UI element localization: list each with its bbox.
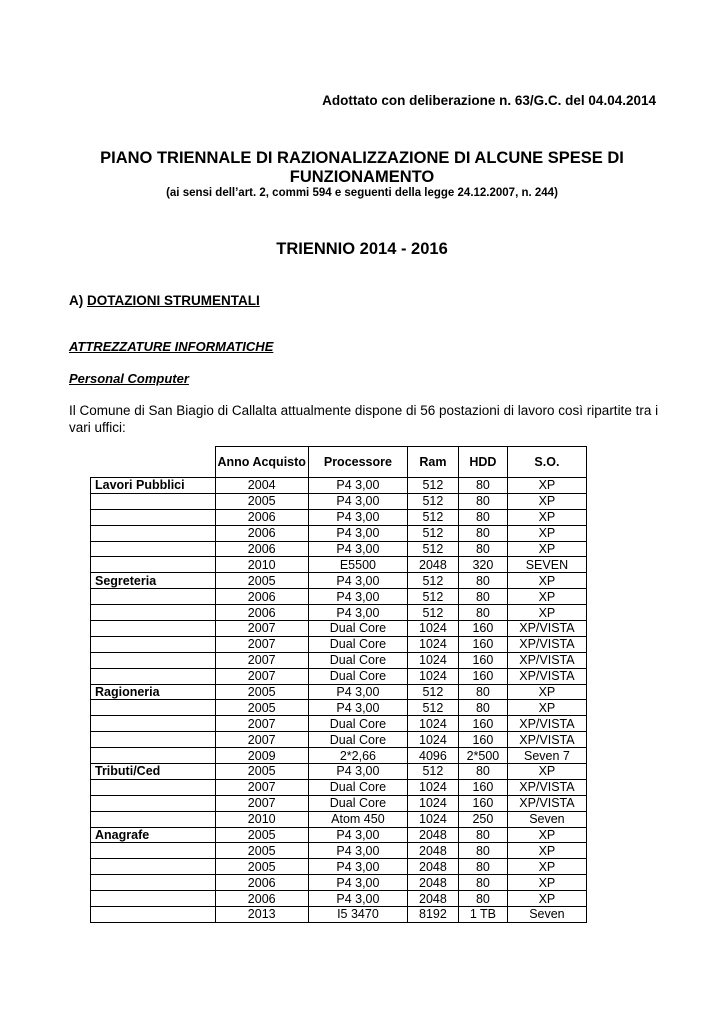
cell-office: Tributi/Ced <box>91 764 216 780</box>
cell-office <box>91 557 216 573</box>
workstation-table <box>90 446 587 923</box>
table-row <box>91 636 587 652</box>
cell-office <box>91 875 216 891</box>
cell-ram: 512 <box>407 700 458 716</box>
header-processor: Processore <box>308 447 407 478</box>
cell-ram: 8192 <box>407 907 458 923</box>
cell-hdd: 80 <box>458 493 507 509</box>
cell-year: 2013 <box>215 907 308 923</box>
cell-hdd: 250 <box>458 811 507 827</box>
cell-ram: 1024 <box>407 621 458 637</box>
table-body <box>91 478 587 923</box>
cell-processor: P4 3,00 <box>308 843 407 859</box>
cell-ram: 512 <box>407 589 458 605</box>
cell-os: XP <box>507 859 586 875</box>
table-row <box>91 748 587 764</box>
cell-os: XP <box>507 573 586 589</box>
cell-hdd: 80 <box>458 573 507 589</box>
cell-year: 2007 <box>215 636 308 652</box>
cell-year: 2006 <box>215 605 308 621</box>
cell-year: 2007 <box>215 621 308 637</box>
cell-os: Seven <box>507 811 586 827</box>
cell-year: 2007 <box>215 795 308 811</box>
cell-year: 2005 <box>215 827 308 843</box>
document-subtitle: (ai sensi dell’art. 2, commi 594 e seguenti della legge 24.12.2007, n. 244) <box>166 187 558 199</box>
cell-os: Seven 7 <box>507 748 586 764</box>
cell-office <box>91 541 216 557</box>
cell-os: XP <box>507 493 586 509</box>
cell-processor: P4 3,00 <box>308 859 407 875</box>
cell-office <box>91 605 216 621</box>
cell-office <box>91 843 216 859</box>
cell-hdd: 160 <box>458 732 507 748</box>
cell-hdd: 160 <box>458 795 507 811</box>
cell-os: XP/VISTA <box>507 795 586 811</box>
header-ram: Ram <box>407 447 458 478</box>
table-row <box>91 684 587 700</box>
cell-os: XP <box>507 605 586 621</box>
section-prefix: A) <box>69 293 84 308</box>
cell-processor: E5500 <box>308 557 407 573</box>
cell-os: XP <box>507 684 586 700</box>
cell-processor: P4 3,00 <box>308 589 407 605</box>
cell-year: 2009 <box>215 748 308 764</box>
cell-hdd: 80 <box>458 509 507 525</box>
cell-processor: P4 3,00 <box>308 827 407 843</box>
cell-os: XP <box>507 478 586 494</box>
cell-hdd: 160 <box>458 668 507 684</box>
cell-os: XP <box>507 509 586 525</box>
cell-year: 2006 <box>215 891 308 907</box>
cell-ram: 2048 <box>407 557 458 573</box>
cell-ram: 1024 <box>407 732 458 748</box>
cell-hdd: 80 <box>458 589 507 605</box>
triennium-heading: TRIENNIO 2014 - 2016 <box>276 240 448 258</box>
subsection-heading: ATTREZZATURE INFORMATICHE <box>69 339 274 354</box>
cell-os: XP <box>507 843 586 859</box>
adoption-line: Adottato con deliberazione n. 63/G.C. del 04.04.2014 <box>322 93 656 108</box>
cell-year: 2010 <box>215 811 308 827</box>
cell-office <box>91 795 216 811</box>
table-row <box>91 716 587 732</box>
cell-ram: 4096 <box>407 748 458 764</box>
intro-paragraph: Il Comune di San Biagio di Callalta attualmente dispone di 56 postazioni di lavoro così ripartite tra i vari uffici: <box>69 403 659 435</box>
cell-processor: P4 3,00 <box>308 684 407 700</box>
cell-office <box>91 589 216 605</box>
cell-office: Lavori Pubblici <box>91 478 216 494</box>
cell-year: 2005 <box>215 843 308 859</box>
cell-year: 2005 <box>215 700 308 716</box>
cell-processor: P4 3,00 <box>308 509 407 525</box>
cell-processor: P4 3,00 <box>308 875 407 891</box>
cell-year: 2005 <box>215 859 308 875</box>
cell-year: 2006 <box>215 525 308 541</box>
cell-office <box>91 668 216 684</box>
cell-office: Ragioneria <box>91 684 216 700</box>
table-row <box>91 541 587 557</box>
cell-ram: 1024 <box>407 811 458 827</box>
cell-processor: Dual Core <box>308 795 407 811</box>
cell-processor: P4 3,00 <box>308 573 407 589</box>
cell-hdd: 80 <box>458 684 507 700</box>
cell-year: 2007 <box>215 716 308 732</box>
cell-hdd: 320 <box>458 557 507 573</box>
table-row <box>91 827 587 843</box>
cell-os: XP/VISTA <box>507 652 586 668</box>
cell-office <box>91 907 216 923</box>
header-os: S.O. <box>507 447 586 478</box>
cell-hdd: 80 <box>458 859 507 875</box>
cell-year: 2006 <box>215 589 308 605</box>
cell-ram: 2048 <box>407 859 458 875</box>
table-row <box>91 557 587 573</box>
table-row <box>91 478 587 494</box>
table-row <box>91 859 587 875</box>
cell-os: XP/VISTA <box>507 668 586 684</box>
cell-os: XP <box>507 700 586 716</box>
cell-os: XP/VISTA <box>507 716 586 732</box>
cell-processor: P4 3,00 <box>308 493 407 509</box>
cell-hdd: 160 <box>458 621 507 637</box>
cell-year: 2005 <box>215 764 308 780</box>
header-office <box>91 447 216 478</box>
cell-hdd: 80 <box>458 478 507 494</box>
cell-hdd: 80 <box>458 700 507 716</box>
cell-year: 2006 <box>215 509 308 525</box>
cell-year: 2007 <box>215 779 308 795</box>
table-row <box>91 509 587 525</box>
table-row <box>91 764 587 780</box>
cell-ram: 1024 <box>407 716 458 732</box>
cell-hdd: 80 <box>458 827 507 843</box>
table-row <box>91 891 587 907</box>
cell-year: 2007 <box>215 652 308 668</box>
cell-ram: 1024 <box>407 668 458 684</box>
table-row <box>91 573 587 589</box>
table-row <box>91 732 587 748</box>
cell-hdd: 80 <box>458 875 507 891</box>
cell-office <box>91 621 216 637</box>
cell-office <box>91 811 216 827</box>
cell-hdd: 2*500 <box>458 748 507 764</box>
cell-processor: Dual Core <box>308 732 407 748</box>
cell-ram: 1024 <box>407 795 458 811</box>
cell-office <box>91 493 216 509</box>
cell-hdd: 80 <box>458 525 507 541</box>
cell-os: XP <box>507 764 586 780</box>
cell-ram: 2048 <box>407 843 458 859</box>
table-row <box>91 493 587 509</box>
cell-office <box>91 652 216 668</box>
cell-ram: 512 <box>407 764 458 780</box>
cell-ram: 512 <box>407 605 458 621</box>
table-row <box>91 668 587 684</box>
cell-office: Segreteria <box>91 573 216 589</box>
cell-ram: 1024 <box>407 779 458 795</box>
cell-year: 2006 <box>215 875 308 891</box>
cell-year: 2007 <box>215 668 308 684</box>
cell-processor: P4 3,00 <box>308 700 407 716</box>
section-heading <box>69 293 260 308</box>
cell-office <box>91 732 216 748</box>
cell-processor: P4 3,00 <box>308 605 407 621</box>
cell-hdd: 160 <box>458 779 507 795</box>
cell-processor: Dual Core <box>308 716 407 732</box>
table-row <box>91 811 587 827</box>
cell-hdd: 160 <box>458 716 507 732</box>
cell-processor: I5 3470 <box>308 907 407 923</box>
cell-ram: 512 <box>407 684 458 700</box>
cell-hdd: 1 TB <box>458 907 507 923</box>
cell-os: XP <box>507 875 586 891</box>
section-title: DOTAZIONI STRUMENTALI <box>87 293 260 308</box>
cell-processor: Dual Core <box>308 779 407 795</box>
cell-ram: 1024 <box>407 636 458 652</box>
cell-office: Anagrafe <box>91 827 216 843</box>
cell-ram: 512 <box>407 573 458 589</box>
cell-os: XP/VISTA <box>507 621 586 637</box>
cell-processor: Dual Core <box>308 636 407 652</box>
cell-ram: 512 <box>407 493 458 509</box>
cell-processor: Dual Core <box>308 621 407 637</box>
cell-processor: 2*2,66 <box>308 748 407 764</box>
table-row <box>91 605 587 621</box>
table-row <box>91 621 587 637</box>
cell-hdd: 80 <box>458 764 507 780</box>
cell-year: 2010 <box>215 557 308 573</box>
cell-os: XP/VISTA <box>507 636 586 652</box>
cell-hdd: 160 <box>458 636 507 652</box>
cell-os: XP <box>507 589 586 605</box>
cell-processor: Dual Core <box>308 652 407 668</box>
table-row <box>91 795 587 811</box>
cell-hdd: 80 <box>458 541 507 557</box>
cell-office <box>91 509 216 525</box>
cell-hdd: 80 <box>458 843 507 859</box>
cell-office <box>91 859 216 875</box>
cell-os: Seven <box>507 907 586 923</box>
table-row <box>91 907 587 923</box>
table-row <box>91 700 587 716</box>
cell-os: XP <box>507 541 586 557</box>
subsubsection-heading: Personal Computer <box>69 371 189 386</box>
cell-os: SEVEN <box>507 557 586 573</box>
cell-processor: P4 3,00 <box>308 525 407 541</box>
cell-processor: P4 3,00 <box>308 764 407 780</box>
cell-ram: 2048 <box>407 891 458 907</box>
cell-ram: 512 <box>407 525 458 541</box>
cell-office <box>91 891 216 907</box>
header-year: Anno Acquisto <box>215 447 308 478</box>
cell-office <box>91 748 216 764</box>
cell-ram: 512 <box>407 509 458 525</box>
cell-office <box>91 700 216 716</box>
cell-hdd: 160 <box>458 652 507 668</box>
cell-office <box>91 636 216 652</box>
cell-year: 2007 <box>215 732 308 748</box>
cell-os: XP/VISTA <box>507 779 586 795</box>
table-row <box>91 843 587 859</box>
cell-hdd: 80 <box>458 605 507 621</box>
table-header-row <box>91 447 587 478</box>
cell-year: 2005 <box>215 684 308 700</box>
cell-processor: P4 3,00 <box>308 478 407 494</box>
cell-year: 2004 <box>215 478 308 494</box>
document-title: PIANO TRIENNALE DI RAZIONALIZZAZIONE DI ALCUNE SPESE DI FUNZIONAMENTO <box>100 149 624 186</box>
cell-ram: 1024 <box>407 652 458 668</box>
cell-processor: Dual Core <box>308 668 407 684</box>
cell-ram: 2048 <box>407 827 458 843</box>
cell-processor: Atom 450 <box>308 811 407 827</box>
table-row <box>91 779 587 795</box>
table-row <box>91 525 587 541</box>
cell-os: XP <box>507 525 586 541</box>
table-row <box>91 589 587 605</box>
table-row <box>91 652 587 668</box>
cell-ram: 2048 <box>407 875 458 891</box>
cell-office <box>91 716 216 732</box>
table-row <box>91 875 587 891</box>
cell-year: 2005 <box>215 493 308 509</box>
cell-os: XP/VISTA <box>507 732 586 748</box>
header-hdd: HDD <box>458 447 507 478</box>
cell-os: XP <box>507 891 586 907</box>
cell-ram: 512 <box>407 541 458 557</box>
cell-processor: P4 3,00 <box>308 541 407 557</box>
cell-os: XP <box>507 827 586 843</box>
cell-hdd: 80 <box>458 891 507 907</box>
cell-year: 2006 <box>215 541 308 557</box>
cell-ram: 512 <box>407 478 458 494</box>
cell-year: 2005 <box>215 573 308 589</box>
cell-processor: P4 3,00 <box>308 891 407 907</box>
cell-office <box>91 779 216 795</box>
cell-office <box>91 525 216 541</box>
